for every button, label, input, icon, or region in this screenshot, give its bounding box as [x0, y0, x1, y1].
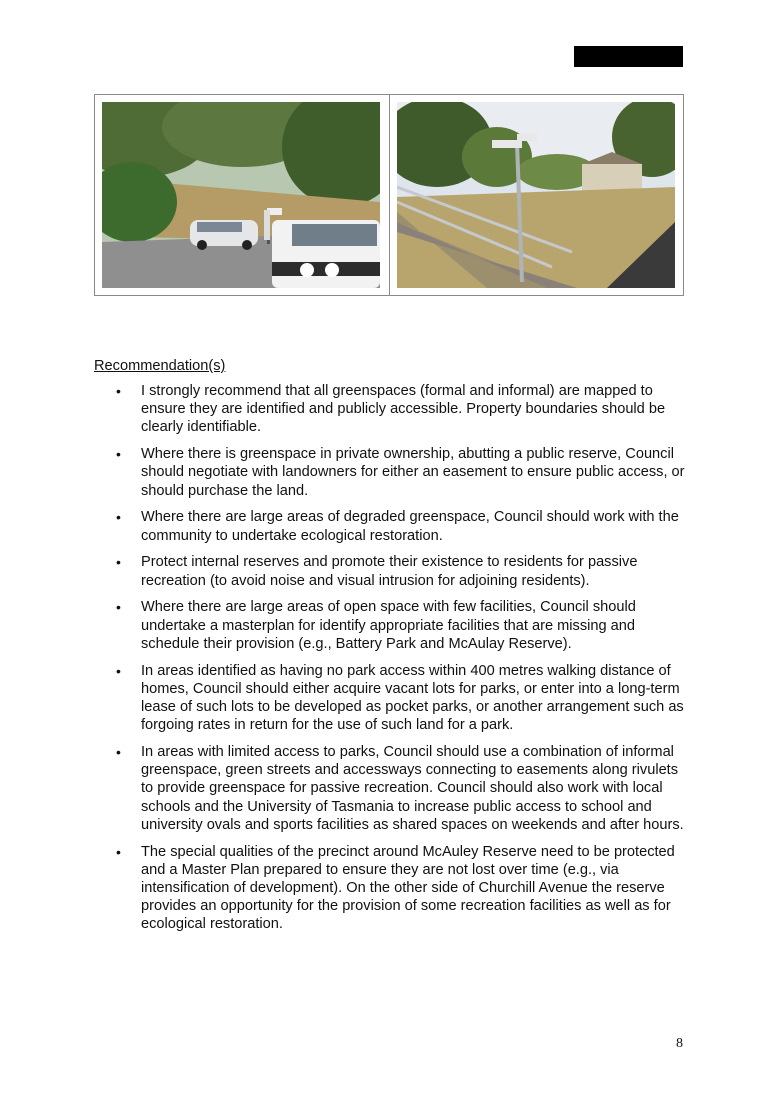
recommendations-list	[94, 382, 694, 942]
list-item: • I strongly recommend that all greenspaces (formal and informal) are mapped to ensure they are identified and publicly accessible. Property boundaries should be clearly identifiable.	[116, 383, 666, 436]
list-item: • The special qualities of the precinct around McAuley Reserve need to be protected and a Master Plan prepared to ensure they are not lost over time (e.g., via intensification of development). On the other side of Churchill Avenue the reserve provides an opportunity for the provision of some recreation facilities as well as for ecological restoration.	[116, 843, 675, 933]
bullet-icon: •	[116, 554, 121, 571]
bullet-icon: •	[116, 509, 121, 526]
photo-table	[94, 94, 684, 296]
list-item: • Where there is greenspace in private ownership, abutting a public reserve, Council should negotiate with landowners for either an easement to ensure public access, or should purchase the land.	[116, 446, 685, 499]
bullet-icon: •	[116, 843, 121, 860]
bullet-icon: •	[116, 446, 121, 463]
list-item: • In areas identified as having no park access within 400 metres walking distance of homes, Council should either acquire vacant lots for parks, or enter into a long-term lease of such lots to be developed as pocket parks, or another arrangement such as forgoing rates in return for the use of such land for a park.	[116, 662, 684, 734]
list-item: • Where there are large areas of degraded greenspace, Council should work with the community to undertake ecological restoration.	[116, 509, 679, 544]
bullet-icon: •	[116, 599, 121, 616]
bullet-icon: •	[116, 662, 121, 679]
list-item: • In areas with limited access to parks, Council should use a combination of informal greenspace, green streets and accessways connecting to easements along rivulets to provide greenspace for passive recreation. Council should also work with local schools and the University of Tasmania to increase public access to school and university ovals and sports facilities as shared spaces on weekends and after hours.	[116, 744, 684, 833]
photo-divider	[389, 95, 390, 295]
redaction-box	[574, 46, 683, 67]
photo-stairs-reserve	[397, 102, 675, 288]
bullet-icon: •	[116, 744, 121, 761]
list-item: • Protect internal reserves and promote their existence to residents for passive recreation (to avoid noise and visual intrusion for adjoining residents).	[116, 554, 638, 589]
page-number: 8	[676, 1036, 683, 1051]
photo-street-hill	[102, 102, 380, 288]
list-item: • Where there are large areas of open space with few facilities, Council should undertake a masterplan for identify appropriate facilities that are missing and schedule their provision (e.g., Battery Park and McAulay Reserve).	[116, 599, 636, 652]
bullet-icon: •	[116, 383, 121, 399]
recommendations-heading: Recommendation(s)	[94, 358, 226, 374]
